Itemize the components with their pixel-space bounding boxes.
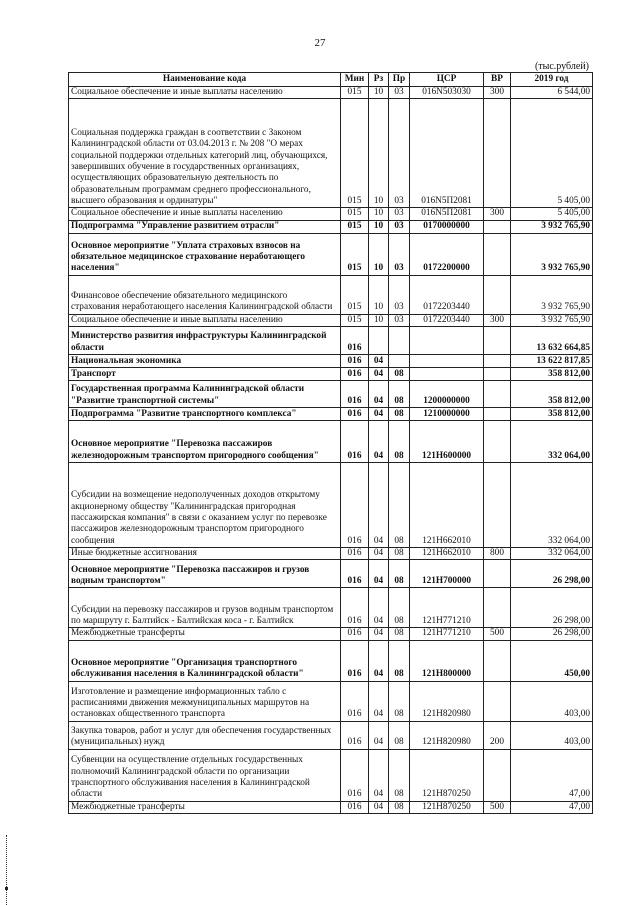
cell-name: Социальная поддержка граждан в соответствии с Законом Калининградской области от 03.04.2013 г. № 208 "О мерах социальной поддержки отдельных категорий лиц, обучающихся, завершивших обучение в государственных организациях, осуществляющих образовательную деятельность по образовательным программам среднего профессионального, высшего образования и ординатуры" — [69, 99, 341, 208]
table-row — [69, 681, 593, 721]
cell-vr — [484, 588, 511, 628]
table-row — [69, 588, 593, 628]
cell-rz: 10 — [369, 99, 389, 208]
cell-amount: 26 298,00 — [511, 628, 593, 640]
cell-min: 015 — [341, 275, 369, 314]
cell-min: 015 — [341, 208, 369, 220]
table-row — [69, 367, 593, 380]
cell-csr: 121Н600000 — [410, 420, 484, 462]
table-row — [69, 628, 593, 640]
units-label: (тыс.рублей) — [534, 61, 589, 72]
cell-csr — [410, 354, 484, 367]
cell-name: Финансовое обеспечение обязательного медицинского страхования неработающего населения Калининградской области — [69, 275, 341, 314]
cell-amount: 3 932 765,90 — [511, 220, 593, 233]
cell-vr — [484, 560, 511, 588]
cell-csr: 121Н870250 — [410, 749, 484, 801]
header-year: 2019 год — [511, 73, 593, 87]
cell-min: 016 — [341, 462, 369, 547]
cell-pr — [389, 354, 410, 367]
cell-vr — [484, 380, 511, 407]
table-row — [69, 314, 593, 326]
cell-name: Иные бюджетные ассигнования — [69, 547, 341, 559]
cell-rz: 04 — [369, 721, 389, 749]
table-row — [69, 354, 593, 367]
cell-rz: 04 — [369, 407, 389, 420]
cell-vr: 800 — [484, 547, 511, 559]
cell-min: 016 — [341, 326, 369, 354]
header-min: Мин — [341, 73, 369, 87]
cell-rz — [369, 326, 389, 354]
cell-name: Подпрограмма "Развитие транспортного комплекса" — [69, 407, 341, 420]
header-name: Наименование кода — [69, 73, 341, 87]
cell-min: 016 — [341, 407, 369, 420]
cell-rz: 04 — [369, 367, 389, 380]
cell-rz: 04 — [369, 681, 389, 721]
cell-amount: 358 812,00 — [511, 367, 593, 380]
cell-pr: 03 — [389, 87, 410, 99]
cell-amount: 403,00 — [511, 721, 593, 749]
cell-csr — [410, 367, 484, 380]
table-row — [69, 801, 593, 813]
cell-amount: 5 405,00 — [511, 208, 593, 220]
cell-pr: 08 — [389, 547, 410, 559]
cell-rz: 10 — [369, 87, 389, 99]
cell-name: Основное мероприятие "Уплата страховых взносов на обязательное медицинское страхование неработающего населения" — [69, 233, 341, 275]
cell-rz: 04 — [369, 547, 389, 559]
cell-name: Социальное обеспечение и иные выплаты населению — [69, 208, 341, 220]
table-row — [69, 380, 593, 407]
cell-min: 016 — [341, 681, 369, 721]
cell-pr: 08 — [389, 462, 410, 547]
cell-csr: 0172200000 — [410, 233, 484, 275]
cell-csr: 016N5П2081 — [410, 99, 484, 208]
cell-pr: 08 — [389, 681, 410, 721]
cell-pr: 03 — [389, 314, 410, 326]
cell-name: Закупка товаров, работ и услуг для обеспечения государственных (муниципальных) нужд — [69, 721, 341, 749]
cell-csr: 0172203440 — [410, 314, 484, 326]
cell-rz: 04 — [369, 354, 389, 367]
cell-amount: 47,00 — [511, 749, 593, 801]
cell-name: Изготовление и размещение информационных табло с расписаниями движения межмуниципальных маршрутов на остановках общественного транспорта — [69, 681, 341, 721]
cell-pr: 03 — [389, 233, 410, 275]
cell-rz: 04 — [369, 462, 389, 547]
table-row — [69, 87, 593, 99]
cell-vr — [484, 326, 511, 354]
table-row — [69, 640, 593, 681]
cell-amount: 403,00 — [511, 681, 593, 721]
cell-rz: 10 — [369, 208, 389, 220]
cell-pr: 08 — [389, 407, 410, 420]
cell-min: 015 — [341, 99, 369, 208]
table-row — [69, 233, 593, 275]
cell-name: Субсидии на возмещение недополученных доходов открытому акционерному обществу "Калининградская пригородная пассажирская компания" в связи с оказанием услуг по перевозке пассажиров железнодорожным транспортом пригородного сообщения — [69, 462, 341, 547]
cell-pr: 08 — [389, 560, 410, 588]
cell-name: Социальное обеспечение и иные выплаты населению — [69, 87, 341, 99]
table-body — [69, 87, 593, 814]
cell-amount: 358 812,00 — [511, 380, 593, 407]
header-vr: ВР — [484, 73, 511, 87]
cell-csr: 1200000000 — [410, 380, 484, 407]
cell-pr: 08 — [389, 640, 410, 681]
table-row — [69, 99, 593, 208]
cell-pr: 08 — [389, 749, 410, 801]
cell-csr: 121Н662010 — [410, 547, 484, 559]
cell-min: 016 — [341, 749, 369, 801]
cell-rz: 04 — [369, 628, 389, 640]
table-row — [69, 547, 593, 559]
cell-name: Основное мероприятие "Перевозка пассажиров и грузов водным транспортом" — [69, 560, 341, 588]
cell-csr: 121Н800000 — [410, 640, 484, 681]
cell-pr: 08 — [389, 367, 410, 380]
cell-pr: 08 — [389, 801, 410, 813]
cell-vr: 200 — [484, 721, 511, 749]
cell-amount: 26 298,00 — [511, 588, 593, 628]
cell-rz: 04 — [369, 588, 389, 628]
cell-min: 016 — [341, 380, 369, 407]
cell-name: Основное мероприятие "Перевозка пассажиров железнодорожным транспортом пригородного сообщения" — [69, 420, 341, 462]
cell-rz: 04 — [369, 749, 389, 801]
cell-min: 016 — [341, 640, 369, 681]
cell-amount: 332 064,00 — [511, 420, 593, 462]
cell-min: 015 — [341, 314, 369, 326]
cell-rz: 04 — [369, 420, 389, 462]
table-row — [69, 208, 593, 220]
cell-pr: 08 — [389, 721, 410, 749]
cell-amount: 13 622 817,85 — [511, 354, 593, 367]
cell-min: 016 — [341, 367, 369, 380]
cell-amount: 3 932 765,90 — [511, 233, 593, 275]
cell-amount: 358 812,00 — [511, 407, 593, 420]
cell-amount: 450,00 — [511, 640, 593, 681]
cell-amount: 13 632 664,85 — [511, 326, 593, 354]
cell-rz: 04 — [369, 560, 389, 588]
cell-csr: 121Н771210 — [410, 628, 484, 640]
cell-name: Субсидии на перевозку пассажиров и грузов водным транспортом по маршруту г. Балтийск - Балтийская коса - г. Балтийск — [69, 588, 341, 628]
cell-pr: 08 — [389, 628, 410, 640]
cell-amount: 3 932 765,90 — [511, 275, 593, 314]
cell-min: 015 — [341, 87, 369, 99]
table-row — [69, 560, 593, 588]
table-row — [69, 326, 593, 354]
cell-csr: 121Н771210 — [410, 588, 484, 628]
header-pr: Пр — [389, 73, 410, 87]
table-row — [69, 462, 593, 547]
header-rz: Рз — [369, 73, 389, 87]
cell-vr: 300 — [484, 314, 511, 326]
table-row — [69, 220, 593, 233]
cell-vr — [484, 367, 511, 380]
cell-vr: 300 — [484, 87, 511, 99]
cell-pr: 03 — [389, 275, 410, 314]
cell-name: Национальная экономика — [69, 354, 341, 367]
cell-pr: 08 — [389, 420, 410, 462]
cell-min: 016 — [341, 721, 369, 749]
cell-vr — [484, 220, 511, 233]
cell-min: 015 — [341, 220, 369, 233]
cell-name: Транспорт — [69, 367, 341, 380]
cell-pr: 08 — [389, 380, 410, 407]
cell-csr — [410, 326, 484, 354]
cell-name: Межбюджетные трансферты — [69, 801, 341, 813]
cell-amount: 332 064,00 — [511, 462, 593, 547]
cell-min: 016 — [341, 801, 369, 813]
table-row — [69, 407, 593, 420]
budget-table — [68, 72, 593, 814]
binding-marks — [6, 835, 10, 905]
cell-vr — [484, 275, 511, 314]
cell-csr: 121Н700000 — [410, 560, 484, 588]
cell-vr — [484, 354, 511, 367]
cell-rz: 04 — [369, 380, 389, 407]
cell-vr: 500 — [484, 628, 511, 640]
cell-name: Основное мероприятие "Организация транспортного обслуживания населения в Калининградской области" — [69, 640, 341, 681]
cell-csr: 121Н820980 — [410, 681, 484, 721]
cell-csr: 1210000000 — [410, 407, 484, 420]
table-row — [69, 721, 593, 749]
cell-vr — [484, 233, 511, 275]
cell-csr: 121Н870250 — [410, 801, 484, 813]
cell-vr — [484, 99, 511, 208]
cell-name: Государственная программа Калининградской области "Развитие транспортной системы" — [69, 380, 341, 407]
cell-amount: 47,00 — [511, 801, 593, 813]
cell-rz: 10 — [369, 314, 389, 326]
cell-vr — [484, 407, 511, 420]
cell-amount: 332 064,00 — [511, 547, 593, 559]
cell-min: 016 — [341, 354, 369, 367]
header-csr: ЦСР — [410, 73, 484, 87]
cell-name: Подпрограмма "Управление развитием отрасли" — [69, 220, 341, 233]
cell-csr: 0172203440 — [410, 275, 484, 314]
cell-min: 016 — [341, 420, 369, 462]
cell-vr — [484, 749, 511, 801]
cell-pr: 03 — [389, 220, 410, 233]
cell-amount: 26 298,00 — [511, 560, 593, 588]
table-row — [69, 749, 593, 801]
cell-csr: 016N503030 — [410, 87, 484, 99]
table-row — [69, 275, 593, 314]
cell-rz: 10 — [369, 220, 389, 233]
cell-min: 016 — [341, 560, 369, 588]
cell-min: 016 — [341, 588, 369, 628]
cell-csr: 0170000000 — [410, 220, 484, 233]
cell-name: Министерство развития инфраструктуры Калининградской области — [69, 326, 341, 354]
cell-vr — [484, 681, 511, 721]
cell-amount: 5 405,00 — [511, 99, 593, 208]
cell-vr: 500 — [484, 801, 511, 813]
cell-csr: 121Н662010 — [410, 462, 484, 547]
cell-vr — [484, 640, 511, 681]
cell-vr — [484, 420, 511, 462]
cell-min: 016 — [341, 547, 369, 559]
cell-vr — [484, 462, 511, 547]
cell-rz: 10 — [369, 275, 389, 314]
cell-name: Социальное обеспечение и иные выплаты населению — [69, 314, 341, 326]
cell-min: 016 — [341, 628, 369, 640]
cell-csr: 016N5П2081 — [410, 208, 484, 220]
cell-name: Субвенции на осуществление отдельных государственных полномочий Калининградской области по организации транспортного обслуживания населения в Калининградской области — [69, 749, 341, 801]
cell-vr: 300 — [484, 208, 511, 220]
cell-rz: 10 — [369, 233, 389, 275]
page-number: 27 — [314, 37, 326, 49]
cell-min: 015 — [341, 233, 369, 275]
cell-rz: 04 — [369, 640, 389, 681]
cell-pr: 08 — [389, 588, 410, 628]
cell-pr: 03 — [389, 99, 410, 208]
cell-csr: 121Н820980 — [410, 721, 484, 749]
cell-amount: 6 544,00 — [511, 87, 593, 99]
table-header — [69, 73, 593, 87]
cell-amount: 3 932 765,90 — [511, 314, 593, 326]
cell-pr — [389, 326, 410, 354]
cell-pr: 03 — [389, 208, 410, 220]
table-row — [69, 420, 593, 462]
cell-rz: 04 — [369, 801, 389, 813]
cell-name: Межбюджетные трансферты — [69, 628, 341, 640]
